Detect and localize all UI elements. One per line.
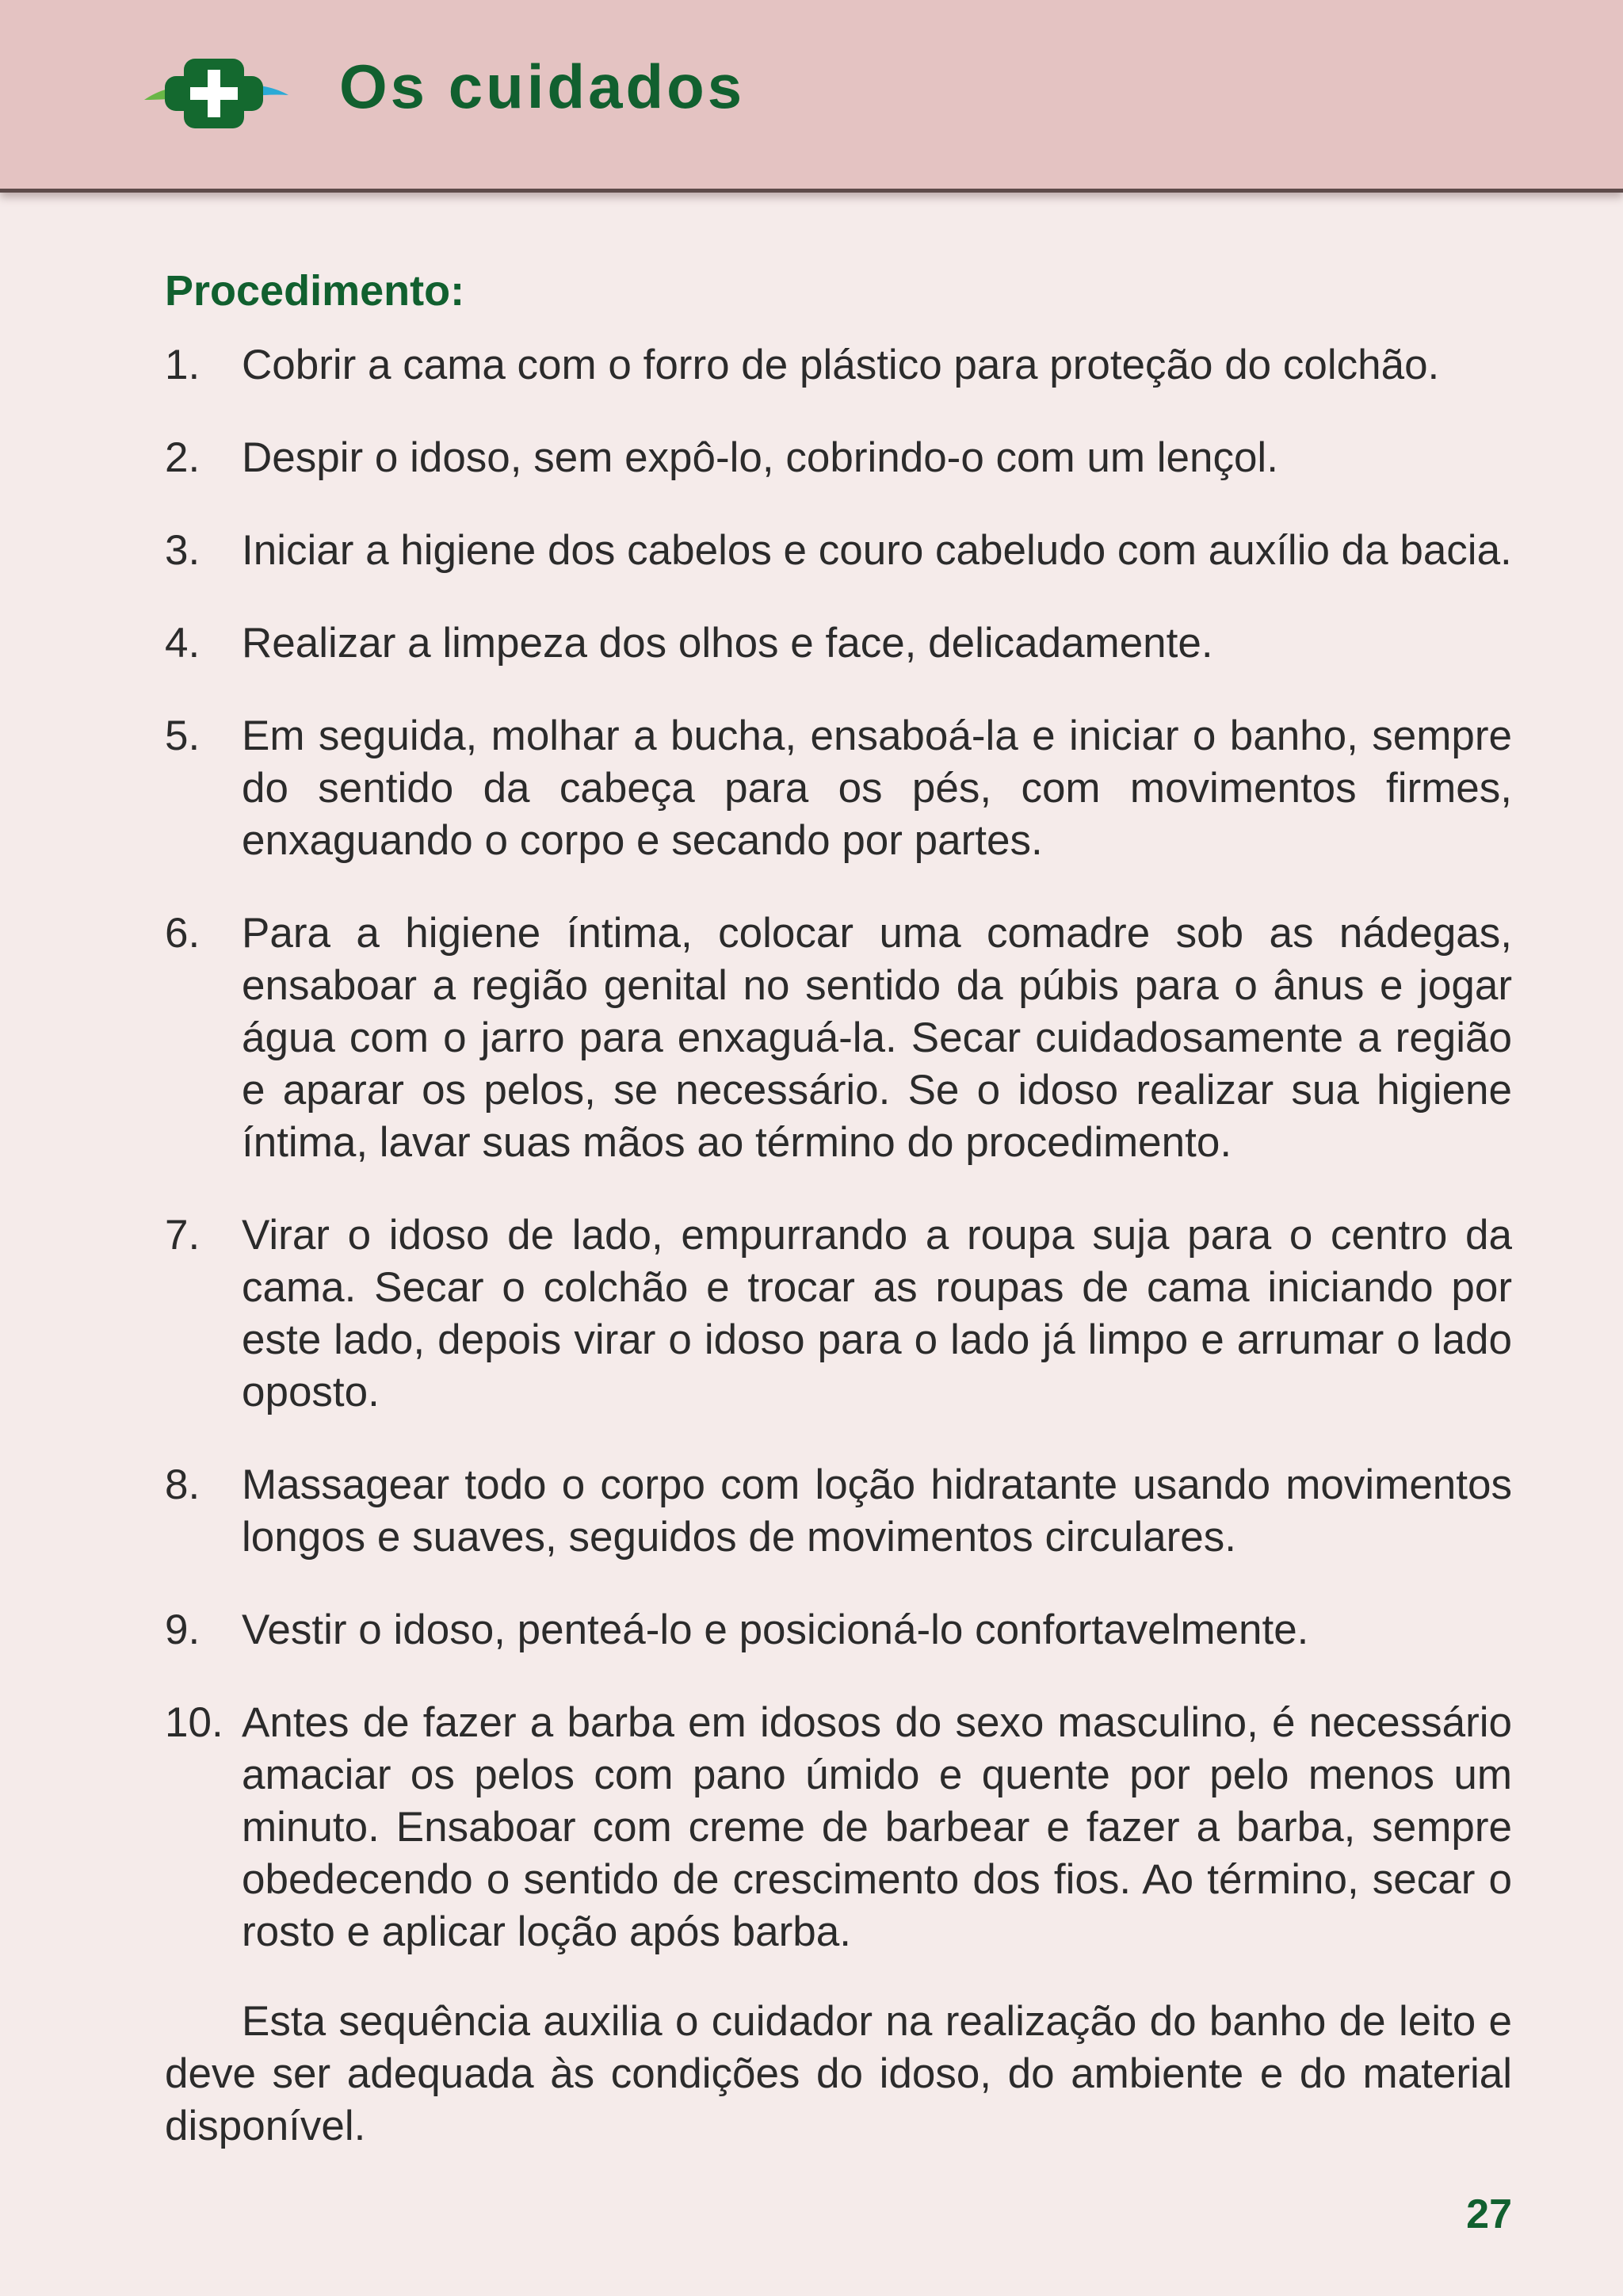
step-number: 4. (165, 620, 200, 667)
section-heading: Procedimento: (165, 267, 465, 315)
step-number: 9. (165, 1606, 200, 1653)
step-text: Realizar a limpeza dos olhos e face, delicadamente. (242, 620, 1213, 667)
closing-paragraph: Esta sequência auxilia o cuidador na realização do banho de leito e deve ser adequada às condições do idoso, do ambiente e do material disponível. (165, 1998, 1512, 2149)
step-text: Massagear todo o corpo com loção hidratante usando movimentos longos e suaves, seguidos de movimentos circulares. (242, 1461, 1512, 1561)
list-item (165, 1459, 1512, 1564)
medical-cross-icon (141, 54, 292, 133)
main-content (165, 265, 1512, 2153)
step-text: Virar o idoso de lado, empurrando a roupa suja para o centro da cama. Secar o colchão e trocar as roupas de cama iniciando por este lado, depois virar o idoso para o lado já limpo e arrumar o lado oposto. (242, 1212, 1512, 1415)
step-number: 2. (165, 434, 200, 481)
list-item (165, 710, 1512, 867)
page-number: 27 (1466, 2191, 1512, 2237)
step-text: Vestir o idoso, penteá-lo e posicioná-lo confortavelmente. (242, 1606, 1309, 1653)
step-text: Antes de fazer a barba em idosos do sexo masculino, é necessário amaciar os pelos com pano úmido e quente por pelo menos um minuto. Ensaboar com creme de barbear e fazer a barba, sempre obedecendo o sentido de crescimento dos fios. Ao término, secar o rosto e aplicar loção após barba. (242, 1699, 1512, 1955)
procedure-steps-list (165, 339, 1512, 1958)
page-header (0, 0, 1623, 193)
step-text: Em seguida, molhar a bucha, ensaboá-la e iniciar o banho, sempre do sentido da cabeça para os pés, com movimentos firmes, enxaguando o corpo e secando por partes. (242, 712, 1512, 864)
list-item (165, 1604, 1512, 1656)
step-text: Despir o idoso, sem expô-lo, cobrindo-o com um lençol. (242, 434, 1278, 481)
list-item (165, 525, 1512, 577)
step-number: 7. (165, 1212, 200, 1259)
step-text: Cobrir a cama com o forro de plástico para proteção do colchão. (242, 342, 1440, 388)
list-item (165, 1209, 1512, 1419)
list-item (165, 907, 1512, 1169)
step-number: 1. (165, 342, 200, 388)
step-number: 10. (165, 1699, 223, 1746)
step-number: 6. (165, 910, 200, 957)
step-text: Iniciar a higiene dos cabelos e couro cabeludo com auxílio da bacia. (242, 527, 1512, 574)
step-number: 3. (165, 527, 200, 574)
step-number: 8. (165, 1461, 200, 1508)
step-text: Para a higiene íntima, colocar uma comadre sob as nádegas, ensaboar a região genital no sentido da púbis para o ânus e jogar água com o jarro para enxaguá-la. Secar cuidadosamente a região e aparar os pelos, se necessário. Se o idoso realizar sua higiene íntima, lavar suas mãos ao término do procedimento. (242, 910, 1512, 1166)
step-number: 5. (165, 712, 200, 759)
page-title: Os cuidados (339, 52, 746, 121)
list-item (165, 339, 1512, 392)
list-item (165, 432, 1512, 484)
list-item (165, 617, 1512, 670)
list-item (165, 1697, 1512, 1958)
